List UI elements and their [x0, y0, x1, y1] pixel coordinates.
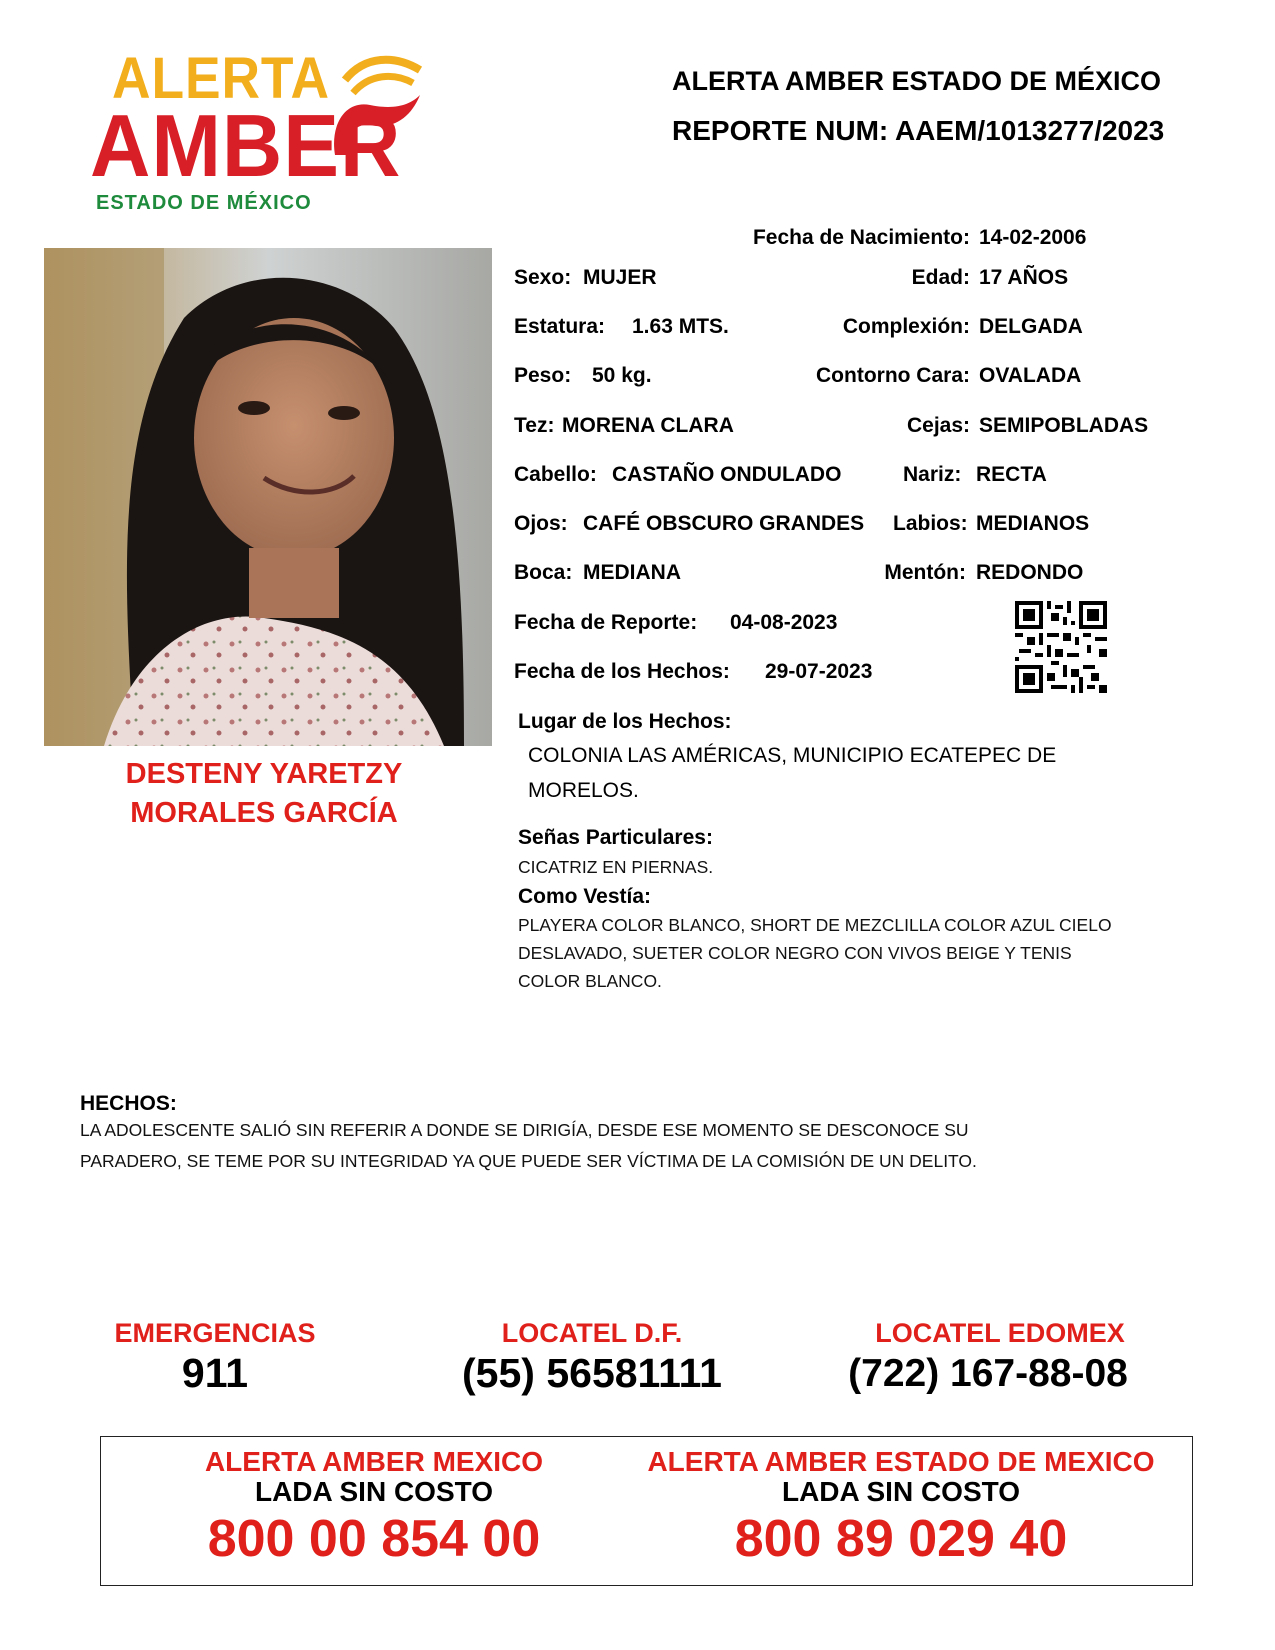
emergencias-label: EMERGENCIAS: [114, 1318, 316, 1348]
vestia-line2: DESLAVADO, SUETER COLOR NEGRO CON VIVOS BEIGE Y TENIS: [518, 943, 1072, 963]
tollfree-edomex-number[interactable]: 800 89 029 40: [734, 1510, 1068, 1568]
complexion-value: DELGADA: [979, 315, 1083, 338]
logo-line3: ESTADO DE MÉXICO: [96, 192, 312, 214]
tez-label: Tez:: [514, 414, 555, 437]
tez-value: MORENA CLARA: [562, 414, 734, 437]
labios-value: MEDIANOS: [976, 512, 1090, 535]
hechos-label: HECHOS:: [80, 1092, 177, 1115]
edad-label: Edad:: [911, 266, 970, 289]
reporte-value: 04-08-2023: [730, 611, 838, 634]
locatel-df-number[interactable]: (55) 56581111: [462, 1350, 722, 1396]
tollfree-edomex-title: ALERTA AMBER ESTADO DE MEXICO: [647, 1446, 1155, 1477]
estatura-label: Estatura:: [514, 315, 606, 338]
lugar-line1: COLONIA LAS AMÉRICAS, MUNICIPIO ECATEPEC DE: [528, 744, 1057, 767]
cejas-value: SEMIPOBLADAS: [979, 414, 1149, 437]
person-name-line1: DESTENY YARETZY: [125, 758, 403, 790]
person-name-line2: MORALES GARCÍA: [130, 797, 398, 829]
lugar-label: Lugar de los Hechos:: [518, 710, 732, 733]
nariz-label: Nariz:: [903, 463, 962, 486]
boca-value: MEDIANA: [583, 561, 681, 584]
nariz-value: RECTA: [976, 463, 1047, 486]
tollfree-mx-number[interactable]: 800 00 854 00: [207, 1510, 541, 1568]
cejas-label: Cejas:: [906, 414, 970, 437]
missing-person-photo: [44, 248, 492, 746]
hechos-date-label: Fecha de los Hechos:: [514, 660, 730, 683]
ojos-value: CAFÉ OBSCURO GRANDES: [583, 512, 865, 535]
tollfree-mx-sub: LADA SIN COSTO: [254, 1476, 493, 1507]
hechos-line2: PARADERO, SE TEME POR SU INTEGRIDAD YA QUE PUEDE SER VÍCTIMA DE LA COMISIÓN DE UN DELITO.: [80, 1151, 977, 1171]
locatel-edomex-label: LOCATEL EDOMEX: [875, 1318, 1125, 1348]
menton-value: REDONDO: [976, 561, 1084, 584]
locatel-edomex-number[interactable]: (722) 167-88-08: [848, 1352, 1128, 1395]
alerta-amber-logo: [90, 45, 420, 215]
menton-label: Mentón:: [884, 561, 966, 584]
logo-line2: AMBER: [90, 96, 402, 195]
vestia-label: Como Vestía:: [518, 885, 652, 908]
tollfree-edomex-sub: LADA SIN COSTO: [781, 1476, 1020, 1507]
header-title: ALERTA AMBER ESTADO DE MÉXICO: [672, 66, 1162, 96]
tollfree-mx-title: ALERTA AMBER MEXICO: [204, 1446, 544, 1477]
peso-value: 50 kg.: [592, 364, 652, 387]
logo-line1: ALERTA: [112, 46, 330, 111]
senas-label: Señas Particulares:: [518, 826, 713, 849]
boca-label: Boca:: [514, 561, 573, 584]
labios-label: Labios:: [893, 512, 968, 535]
edad-value: 17 AÑOS: [979, 266, 1069, 289]
hechos-line1: LA ADOLESCENTE SALIÓ SIN REFERIR A DONDE SE DIRIGÍA, DESDE ESE MOMENTO SE DESCONOCE SU: [80, 1120, 969, 1140]
lugar-line2: MORELOS.: [528, 779, 639, 802]
senas-text: CICATRIZ EN PIERNAS.: [518, 857, 714, 877]
cabello-label: Cabello:: [514, 463, 597, 486]
report-number: REPORTE NUM: AAEM/1013277/2023: [672, 115, 1165, 146]
birth-value: 14-02-2006: [979, 226, 1087, 249]
birth-label: Fecha de Nacimiento:: [752, 226, 970, 249]
estatura-value: 1.63 MTS.: [632, 315, 729, 338]
reporte-label: Fecha de Reporte:: [514, 611, 698, 634]
cabello-value: CASTAÑO ONDULADO: [612, 463, 842, 486]
hechos-date-value: 29-07-2023: [765, 660, 873, 683]
ojos-label: Ojos:: [514, 512, 568, 535]
cara-label: Contorno Cara:: [816, 364, 970, 387]
logo-swoosh-icon: [325, 45, 435, 155]
peso-label: Peso:: [514, 364, 572, 387]
vestia-line3: COLOR BLANCO.: [518, 971, 662, 991]
cara-value: OVALADA: [979, 364, 1082, 387]
sexo-value: MUJER: [583, 266, 657, 289]
emergencias-number[interactable]: 911: [181, 1350, 249, 1396]
sexo-label: Sexo:: [514, 266, 572, 289]
complexion-label: Complexión:: [842, 315, 970, 338]
toll-free-box: [100, 1436, 1193, 1586]
locatel-df-label: LOCATEL D.F.: [501, 1318, 683, 1348]
vestia-line1: PLAYERA COLOR BLANCO, SHORT DE MEZCLILLA COLOR AZUL CIELO: [518, 915, 1112, 935]
qr-code-icon[interactable]: [1015, 601, 1107, 693]
